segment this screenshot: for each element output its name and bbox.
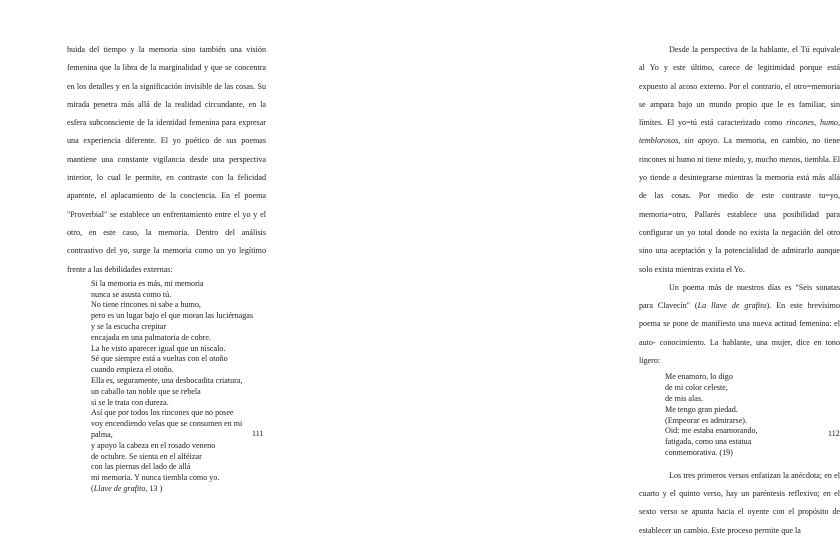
emphasis: La llave de grafito <box>697 301 767 311</box>
text-line: femenina que la libra de la marginalidad y que se concentra <box>67 63 266 73</box>
text-line: frente a las debilidades externas: <box>67 264 173 274</box>
text-line: cuarto y el quinto verso, hay un paréntesis reflexivo; en el <box>639 489 840 499</box>
poem-line: si se le trata con dureza. <box>91 397 169 407</box>
poem-line: con las piernas del lado de allá <box>91 462 191 472</box>
text-line: mirada penetra más allá de la realidad circundante, en la <box>67 99 266 109</box>
text-line: sexto verso se apunta hacia el oyente con el propósito de <box>639 507 840 517</box>
poem-line: fatigada, como una estatua <box>665 437 752 447</box>
text-line: . La memoria, en cambio, no tiene <box>717 136 840 146</box>
text-line: al Yo y este último, carece de legitimidad porque está <box>639 63 840 73</box>
poem-line: encajada en una palmatoria de cobre. <box>91 332 211 342</box>
poem-line: palma, <box>91 430 113 440</box>
text-line: Clavecín" ( <box>657 301 698 311</box>
poem-line: (Empeorar es admirarse). <box>665 415 748 425</box>
poem-citation: (Llave de grafito, 13 ) <box>91 484 163 493</box>
text-line: límites. El yo=tú está caracterizado como <box>639 118 783 128</box>
right-paragraph-1 <box>639 41 840 279</box>
poem-line: Sé que siempre está a vueltas con el otoño <box>91 354 228 364</box>
poem-line: de octubre. Se sienta en el alféizar <box>91 451 202 461</box>
text-line: rincones ni humo ni tiene miedo, y, mucho menos, tiembla. <box>639 154 831 164</box>
poem-line: cuando empieza el otoño. <box>91 365 174 375</box>
text-line: "Proverbial" se establece un enfrentamiento entre el yo y el <box>67 209 266 219</box>
poem-line: Si la memoria es más, mi memoria <box>91 278 204 288</box>
right-column <box>639 41 840 540</box>
text-line: Desde la perspectiva de la hablante, el Tú equivale <box>669 45 840 54</box>
page-number-right: 112 <box>828 429 840 438</box>
text-line: expuesto al acoso externo. Por el contrario, el otro=memoria <box>639 81 840 91</box>
text-line: conocimiento. La hablante, una mujer, dice en tono ligero: <box>639 337 840 366</box>
text-line: contrastivo del yo, surge la memoria como un yo legítimo <box>67 246 266 256</box>
poem-line: mi memoria. Y nunca tiembla como yo. <box>91 473 220 483</box>
poem-line: de mis alas. <box>665 393 703 403</box>
text-line: otro, en este caso, la memoria. Dentro del análisis <box>67 227 266 237</box>
poem-line: Así que por todos los rincones que no posee <box>91 408 234 418</box>
text-line: configurar un yo total donde no exista la negación del otro <box>639 227 840 237</box>
text-line: solo exista mientras exista el Yo. <box>639 264 745 274</box>
text-line: ). En este brevísimo poema se <box>639 301 840 329</box>
text-line: memoria=otro, Pallarés establece una posibilidad para <box>639 209 840 219</box>
page-number-left: 111 <box>252 429 264 438</box>
text-line: allá de las cosas. Por medio de este contraste tu=yo, <box>639 173 840 201</box>
right-paragraph-2 <box>639 279 840 370</box>
text-line: sino una aceptación y la potencialidad de admirarlo aunque <box>639 246 840 256</box>
text-line: una experiencia diferente. El yo poético de sus poemas <box>67 136 266 146</box>
text-line: esfera subconsciente de la identidad femenina para expresar <box>67 118 266 128</box>
poem-line: No tiene rincones ni sabe a humo, <box>91 300 201 310</box>
text-line: huida del tiempo y la memoria sino también una visión <box>67 45 266 54</box>
left-page <box>0 0 300 493</box>
text-line: pone de manifiesto una nueva actitud femenina: el auto- <box>639 319 840 347</box>
poem-line: Me enamoro, lo digo <box>665 372 733 382</box>
poem-line: y apoyo la cabeza en el rosado veneno <box>91 440 216 450</box>
text-line: Un poema más de nuestros días es "Seis sonatas para <box>639 282 840 311</box>
text-line: interior, lo cual le permite, en contraste con la felicidad <box>67 173 266 183</box>
poem-line: nunca se asusta como tú. <box>91 289 172 299</box>
text-line: Los tres primeros versos enfatizan la anécdota; en el <box>669 470 840 480</box>
text-line: mantiene una constante vigilancia desde una perspectiva <box>67 154 266 164</box>
poem-line: Me tengo gran piedad. <box>665 404 738 414</box>
poem-clavecin <box>639 372 840 458</box>
emphasis: rincones, humo, <box>786 118 840 128</box>
text-line: establecer un cambio. Este proceso permite que la <box>639 525 801 535</box>
poem-line: La he visto aparecer igual que un níscalo. <box>91 343 226 353</box>
citation-title: Llave de grafito, <box>93 484 148 493</box>
poem-line: pero es un lugar bajo el que moran las luciérnagas <box>91 311 254 321</box>
poem-line: y se la escucha crepitar <box>91 322 167 332</box>
poem-line: Oid: me estaba enamorando, <box>665 426 758 436</box>
left-paragraph <box>67 41 266 279</box>
emphasis: temblorosos, sin apoyo <box>639 136 718 146</box>
poem-line: Ella es, seguramente, una desbocadita criatura, <box>91 376 243 386</box>
right-paragraph-3 <box>639 467 840 540</box>
poem-line: de mi color celeste, <box>665 383 728 393</box>
text-line: se ampara bajo un mundo propio que le es familiar, sin <box>639 99 840 109</box>
text-line: en los detalles y en la significación invisible de las cosas. Su <box>67 81 266 91</box>
citation-page: 13 ) <box>147 484 163 493</box>
right-page <box>300 0 840 535</box>
poem-proverbial <box>67 279 266 495</box>
poem-line: voy encendiendo velas que se consumen en mi <box>91 419 243 429</box>
text-line: El yo tiende a desintegrarse mientras la memoria está más <box>639 154 840 183</box>
left-column <box>67 41 266 495</box>
text-line: aparente, el aplacamiento de la conciencia. En el poema <box>67 191 266 201</box>
poem-line: conmemorativa. (19) <box>665 447 733 457</box>
poem-line: un caballo tan noble que se rebela <box>91 386 201 396</box>
